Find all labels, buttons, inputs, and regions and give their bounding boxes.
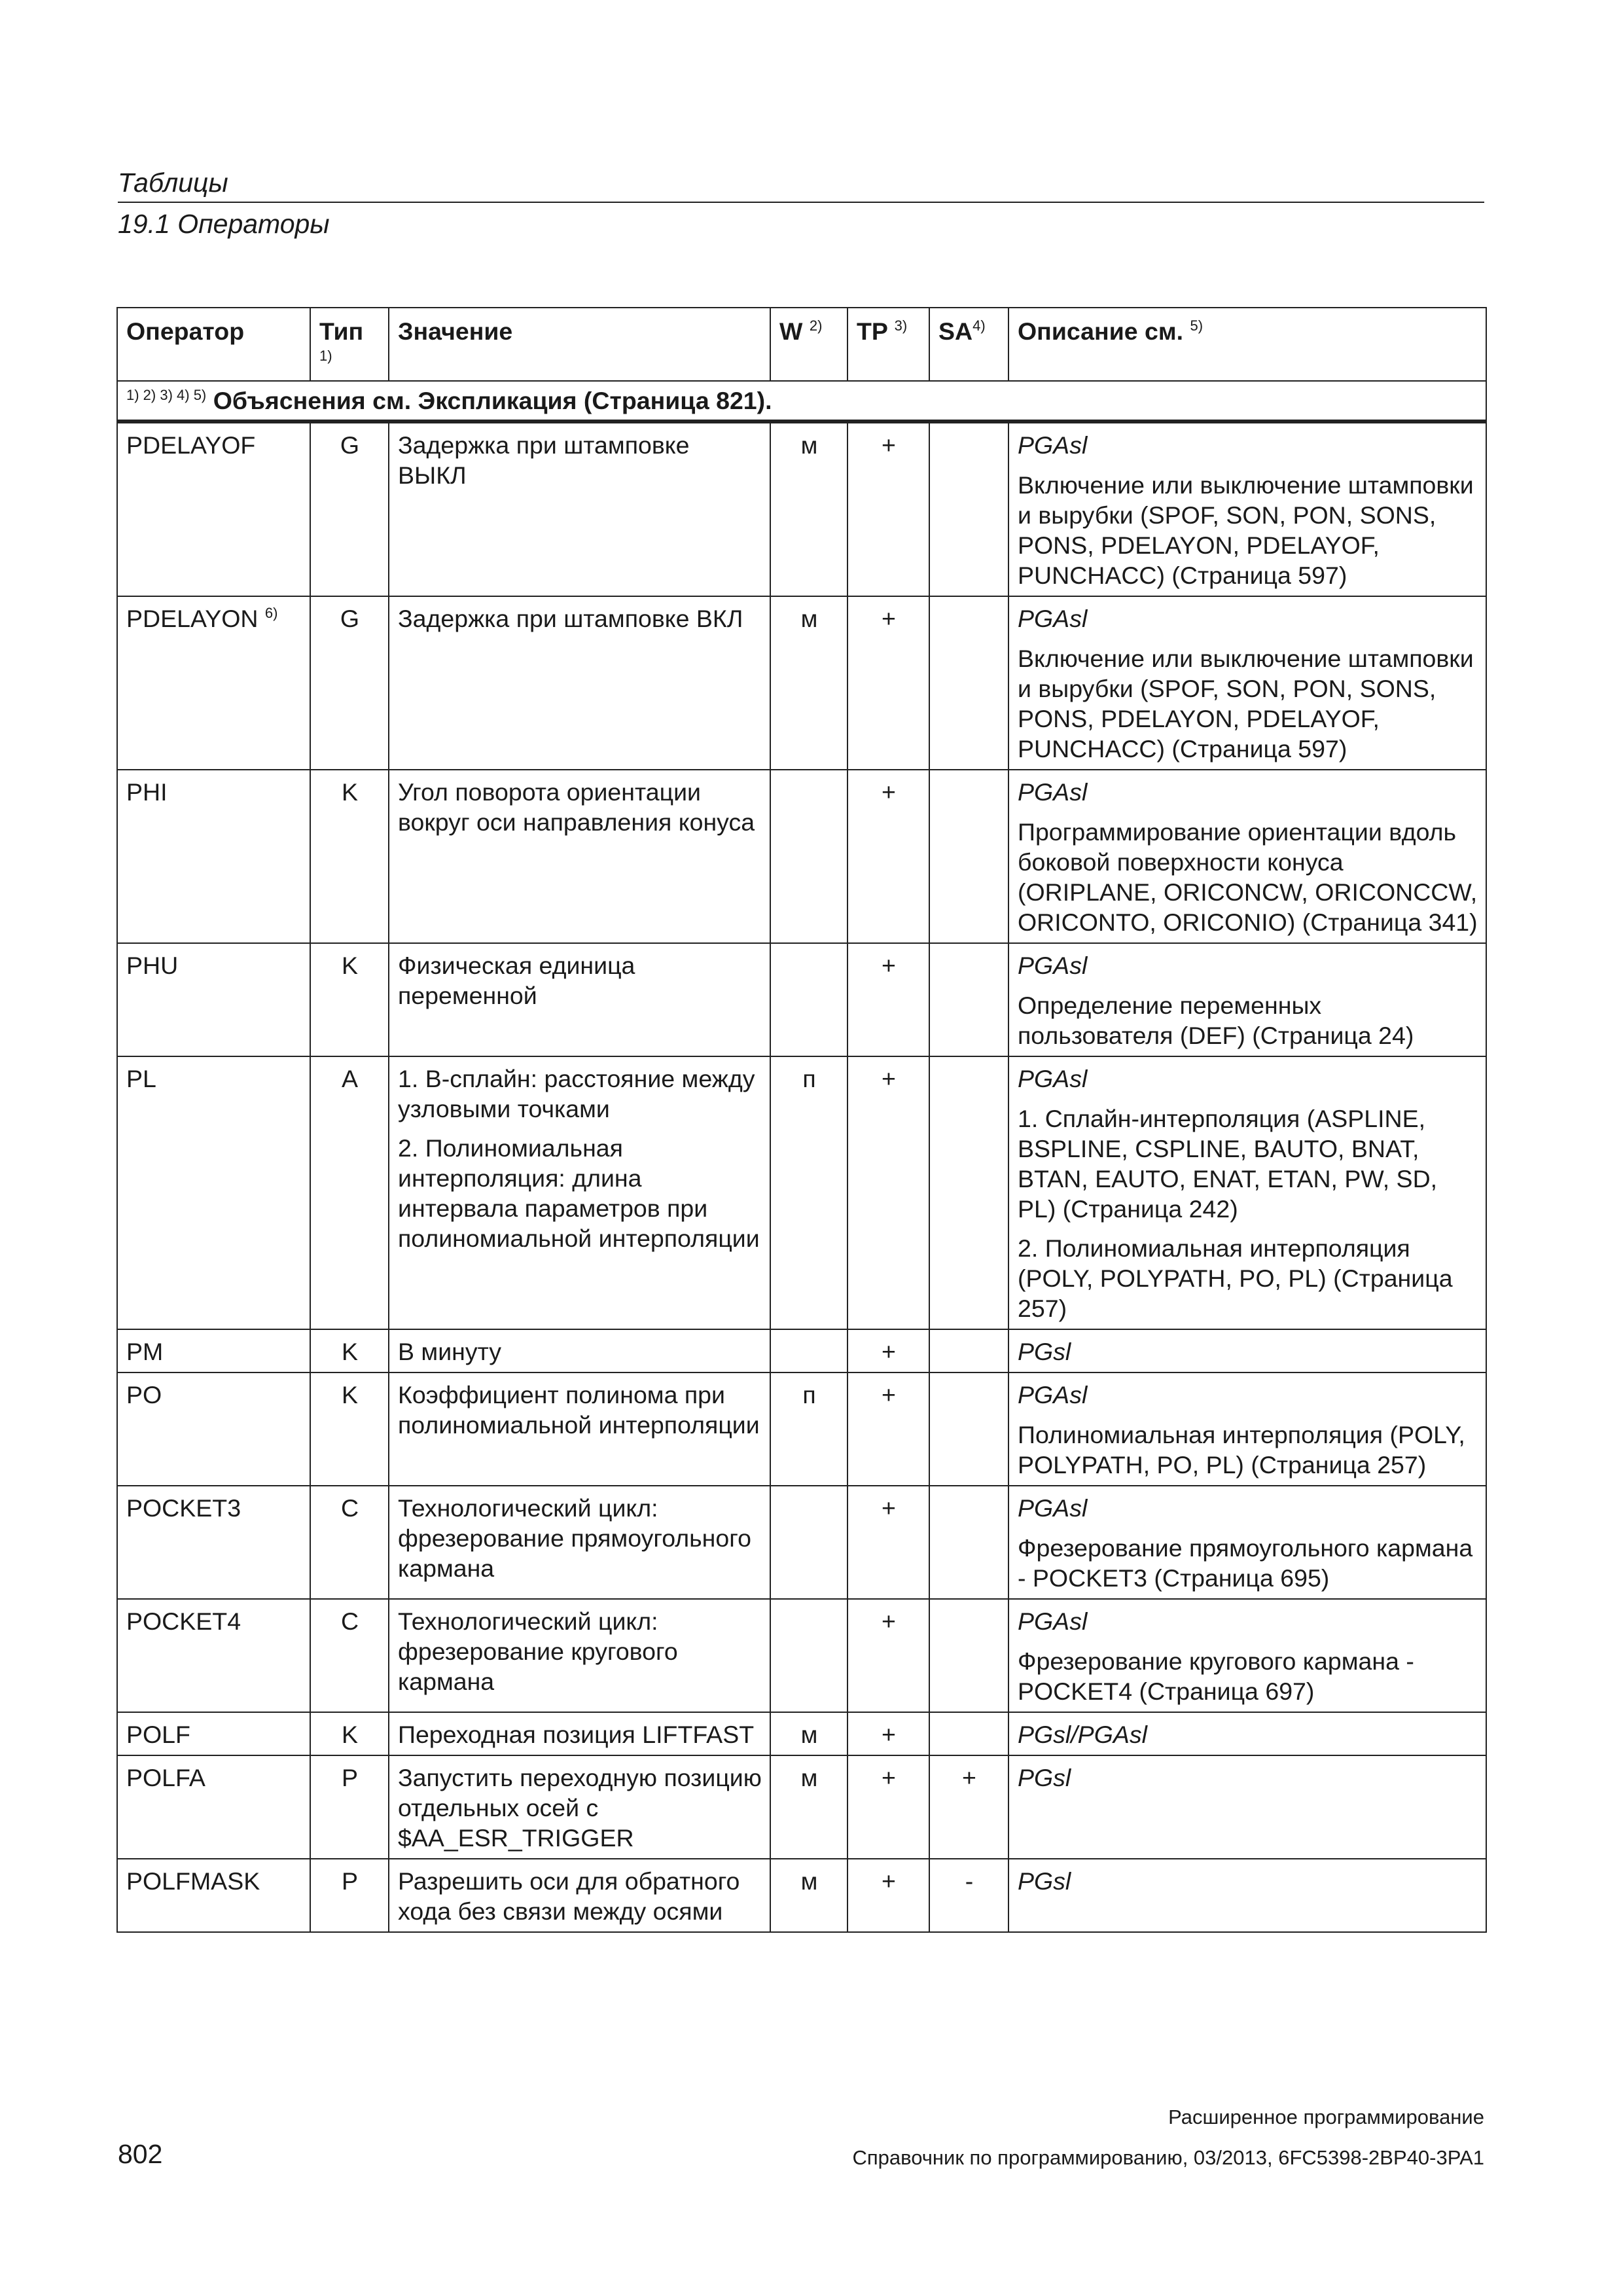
operator-cell <box>117 422 310 596</box>
description-text: Фрезерование прямоугольного кармана - POCKET3 (Страница 695) <box>1018 1534 1473 1592</box>
type-cell: P <box>310 1755 389 1859</box>
description-cell <box>1008 1486 1486 1599</box>
meaning-text: Задержка при штамповке ВЫКЛ <box>398 431 690 489</box>
meaning-cell <box>389 1599 770 1712</box>
table-row <box>117 596 1486 770</box>
operator-cell <box>117 1486 310 1599</box>
description-text: Фрезерование кругового кармана - POCKET4 (Страница 697) <box>1018 1647 1414 1705</box>
operator-name: PO <box>126 1381 162 1408</box>
meaning-text: 1. B-сплайн: расстояние между узловыми точками <box>398 1065 755 1122</box>
type-cell: K <box>310 1372 389 1486</box>
meaning-text: Переходная позиция LIFTFAST <box>398 1721 755 1748</box>
meaning-cell <box>389 1056 770 1329</box>
tp-cell: + <box>847 1755 929 1859</box>
type-cell: C <box>310 1599 389 1712</box>
description-text: Определение переменных пользователя (DEF) (Страница 24) <box>1018 992 1414 1049</box>
operator-cell <box>117 770 310 943</box>
operator-name: POLFMASK <box>126 1867 260 1895</box>
operator-name: PDELAYON <box>126 605 259 632</box>
w-cell: м <box>770 1712 847 1755</box>
sa-cell: + <box>929 1755 1008 1859</box>
table-header-row <box>117 308 1486 381</box>
description-cell <box>1008 596 1486 770</box>
tp-cell: + <box>847 1329 929 1372</box>
operator-name: PHI <box>126 778 168 806</box>
description-text: Включение или выключение штамповки и вырубки (SPOF, SON, PON, SONS, PONS, PDELAYON, PDELAYOF, PUNCHACC) (Страница 597) <box>1018 471 1474 589</box>
description-cell <box>1008 1859 1486 1932</box>
manual-reference: PGsl <box>1018 1867 1071 1895</box>
manual-reference: PGsl <box>1018 1338 1071 1365</box>
type-cell: K <box>310 1329 389 1372</box>
description-cell <box>1008 1712 1486 1755</box>
sa-cell: - <box>929 1859 1008 1932</box>
manual-reference: PGAsl <box>1018 1065 1088 1092</box>
meaning-cell <box>389 596 770 770</box>
meaning-text: Задержка при штамповке ВКЛ <box>398 605 743 632</box>
tp-cell: + <box>847 1486 929 1599</box>
operator-cell <box>117 596 310 770</box>
meaning-cell <box>389 770 770 943</box>
table-note <box>117 381 1486 422</box>
sa-cell <box>929 596 1008 770</box>
meaning-cell <box>389 1486 770 1599</box>
meaning-cell <box>389 1859 770 1932</box>
description-text: 1. Сплайн-интерполяция (ASPLINE, BSPLINE, CSPLINE, BAUTO, BNAT, BTAN, EAUTO, ENAT, ETAN, PW, SD, PL) (Страница 242) <box>1018 1105 1438 1223</box>
manual-reference: PGsl <box>1018 1764 1071 1791</box>
table-row <box>117 1372 1486 1486</box>
note-text: Объяснения см. Экспликация (Страница 821). <box>213 387 772 414</box>
operator-cell <box>117 1372 310 1486</box>
meaning-cell <box>389 1755 770 1859</box>
col-sa: SA$^{4)}$ <box>929 308 1008 381</box>
page-number: 802 <box>118 2139 163 2169</box>
w-cell <box>770 1329 847 1372</box>
sa-cell <box>929 1599 1008 1712</box>
meaning-text: 2. Полиномиальная интерполяция: длина интервала параметров при полиномиальной интерполяции <box>398 1134 760 1252</box>
table-row <box>117 1599 1486 1712</box>
meaning-text: Технологический цикл: фрезерование кругового кармана <box>398 1607 678 1695</box>
operator-name: PDELAYOF <box>126 431 256 459</box>
manual-reference: PGAsl <box>1018 1494 1088 1522</box>
w-cell <box>770 1486 847 1599</box>
col-operator: Оператор <box>117 308 310 381</box>
meaning-cell <box>389 1372 770 1486</box>
manual-reference: PGsl/PGAsl <box>1018 1721 1147 1748</box>
footer-reference: Справочник по программированию, 03/2013, 6FC5398-2BP40-3PA1 <box>852 2146 1484 2169</box>
type-cell: A <box>310 1056 389 1329</box>
manual-reference: PGAsl <box>1018 952 1088 979</box>
table-row <box>117 1486 1486 1599</box>
meaning-cell <box>389 1329 770 1372</box>
sa-cell <box>929 1372 1008 1486</box>
operator-cell <box>117 943 310 1056</box>
col-description: Описание см. $^{5)}$ <box>1008 308 1486 381</box>
operator-name: POLF <box>126 1721 190 1748</box>
description-cell <box>1008 1372 1486 1486</box>
tp-cell: + <box>847 1372 929 1486</box>
description-cell <box>1008 770 1486 943</box>
w-cell: п <box>770 1056 847 1329</box>
subsection-title: 19.1 Операторы <box>118 209 330 239</box>
tp-cell: + <box>847 1712 929 1755</box>
operator-name: POCKET3 <box>126 1494 241 1522</box>
description-text: 2. Полиномиальная интерполяция (POLY, POLYPATH, PO, PL) (Страница 257) <box>1018 1234 1453 1322</box>
table-row <box>117 1712 1486 1755</box>
tp-cell: + <box>847 596 929 770</box>
tp-cell: + <box>847 770 929 943</box>
description-cell <box>1008 1755 1486 1859</box>
w-cell: м <box>770 596 847 770</box>
type-cell: K <box>310 1712 389 1755</box>
sa-cell <box>929 943 1008 1056</box>
table-row <box>117 1056 1486 1329</box>
table-row <box>117 943 1486 1056</box>
operator-name: POCKET4 <box>126 1607 241 1635</box>
description-text: Полиномиальная интерполяция (POLY, POLYPATH, PO, PL) (Страница 257) <box>1018 1421 1465 1479</box>
operator-cell <box>117 1056 310 1329</box>
meaning-text: Запустить переходную позицию отдельных осей с $AA_ESR_TRIGGER <box>398 1764 762 1852</box>
tp-cell: + <box>847 1599 929 1712</box>
sa-cell <box>929 1056 1008 1329</box>
meaning-text: Угол поворота ориентации вокруг оси направления конуса <box>398 778 755 836</box>
w-cell <box>770 770 847 943</box>
meaning-text: Разрешить оси для обратного хода без связи между осями <box>398 1867 740 1925</box>
type-cell: K <box>310 943 389 1056</box>
sa-cell <box>929 1712 1008 1755</box>
col-meaning: Значение <box>389 308 770 381</box>
col-type: Тип $^{1)}$ <box>310 308 389 381</box>
operator-footnote: 6) <box>264 605 278 621</box>
description-text: Включение или выключение штамповки и вырубки (SPOF, SON, PON, SONS, PONS, PDELAYON, PDELAYOF, PUNCHACC) (Страница 597) <box>1018 645 1474 762</box>
table-row <box>117 1329 1486 1372</box>
meaning-cell <box>389 1712 770 1755</box>
sa-cell <box>929 770 1008 943</box>
meaning-text: Технологический цикл: фрезерование прямоугольного кармана <box>398 1494 751 1582</box>
table-row <box>117 1755 1486 1859</box>
section-title: Таблицы <box>118 168 228 198</box>
meaning-cell <box>389 422 770 596</box>
w-cell: м <box>770 1755 847 1859</box>
description-cell <box>1008 422 1486 596</box>
operator-cell <box>117 1712 310 1755</box>
manual-reference: PGAsl <box>1018 778 1088 806</box>
description-text: Программирование ориентации вдоль боковой поверхности конуса (ORIPLANE, ORICONCW, ORICONCCW, ORICONTO, ORICONIO) (Страница 341) <box>1018 818 1478 936</box>
operator-cell <box>117 1859 310 1932</box>
description-cell <box>1008 1599 1486 1712</box>
w-cell: п <box>770 1372 847 1486</box>
description-cell <box>1008 1056 1486 1329</box>
sa-cell <box>929 1329 1008 1372</box>
w-cell <box>770 1599 847 1712</box>
operator-cell <box>117 1329 310 1372</box>
tp-cell: + <box>847 422 929 596</box>
meaning-text: В минуту <box>398 1338 501 1365</box>
operator-cell <box>117 1599 310 1712</box>
type-cell: G <box>310 596 389 770</box>
col-w: W $^{2)}$ <box>770 308 847 381</box>
operators-table <box>116 307 1487 1933</box>
type-cell: K <box>310 770 389 943</box>
type-cell: P <box>310 1859 389 1932</box>
tp-cell: + <box>847 1056 929 1329</box>
operator-name: POLFA <box>126 1764 205 1791</box>
col-tp: TP $^{3)}$ <box>847 308 929 381</box>
meaning-text: Коэффициент полинома при полиномиальной интерполяции <box>398 1381 760 1439</box>
manual-reference: PGAsl <box>1018 431 1088 459</box>
operator-cell <box>117 1755 310 1859</box>
table-row <box>117 770 1486 943</box>
operator-name: PL <box>126 1065 156 1092</box>
operator-name: PM <box>126 1338 164 1365</box>
description-cell <box>1008 1329 1486 1372</box>
w-cell: м <box>770 422 847 596</box>
tp-cell: + <box>847 943 929 1056</box>
header-rule <box>118 202 1484 203</box>
table-body <box>117 422 1486 1932</box>
type-cell: G <box>310 422 389 596</box>
operator-name: PHU <box>126 952 179 979</box>
manual-reference: PGAsl <box>1018 1381 1088 1408</box>
type-cell: C <box>310 1486 389 1599</box>
table-note-row <box>117 381 1486 422</box>
note-refs: 1) 2) 3) 4) 5) <box>126 387 207 403</box>
table-row <box>117 422 1486 596</box>
manual-reference: PGAsl <box>1018 605 1088 632</box>
table-row <box>117 1859 1486 1932</box>
footer-title: Расширенное программирование <box>1168 2106 1484 2128</box>
description-cell <box>1008 943 1486 1056</box>
tp-cell: + <box>847 1859 929 1932</box>
meaning-cell <box>389 943 770 1056</box>
sa-cell <box>929 422 1008 596</box>
manual-reference: PGAsl <box>1018 1607 1088 1635</box>
w-cell: м <box>770 1859 847 1932</box>
w-cell <box>770 943 847 1056</box>
sa-cell <box>929 1486 1008 1599</box>
meaning-text: Физическая единица переменной <box>398 952 635 1009</box>
